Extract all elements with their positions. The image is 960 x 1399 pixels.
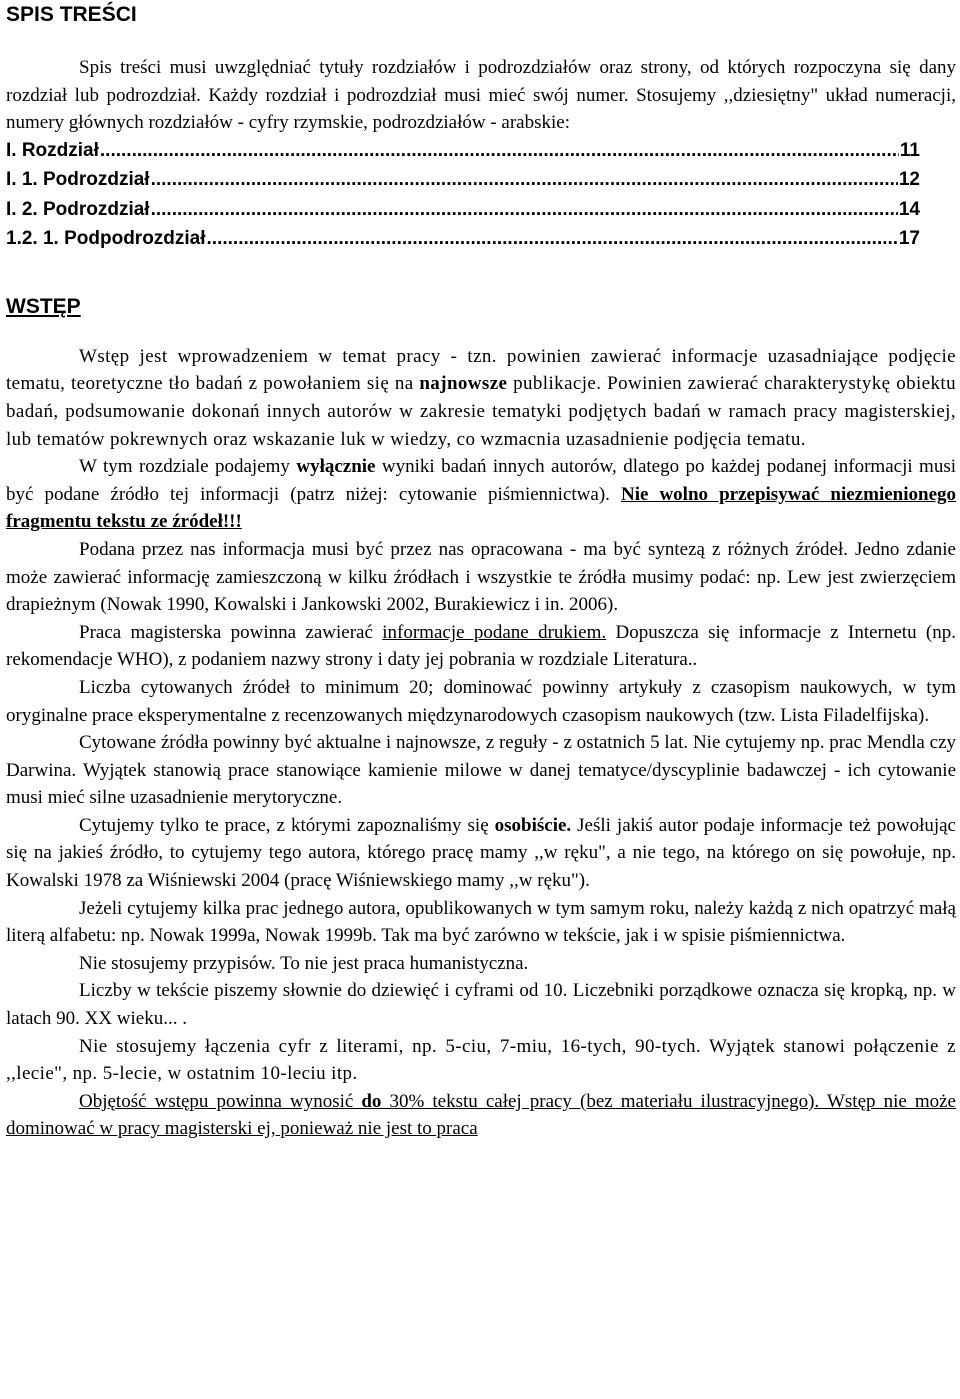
toc-list <box>6 137 956 255</box>
wstep-paragraph-2 <box>6 453 956 536</box>
toc-dot-leader <box>151 196 898 224</box>
wstep-p4-underlined: informacje podane drukiem. <box>382 621 607 643</box>
wstep-paragraph-3: Podana przez nas informacja musi być przez nas opracowana - ma być syntezą z różnych źródeł. Jedno zdanie może zawierać informację zamieszczoną w kilku źródłach i wszystkie te źródła musimy podać: np. Lew jest zwierzęciem drapieżnym (Nowak 1990, Kowalski i Jankowski 2002, Burakiewicz i in. 2006). <box>6 538 956 616</box>
wstep-body <box>6 343 956 1143</box>
wstep-p12-bold-do: do <box>361 1090 382 1112</box>
wstep-p2-text-a: W tym rozdziale podajemy <box>79 456 297 478</box>
wstep-paragraph-8: Jeżeli cytujemy kilka prac jednego autora, opublikowanych w tym samym roku, należy każdą z nich opatrzyć małą literą alfabetu: np. Nowak 1999a, Nowak 1999b. Tak ma być zarówno w tekście, jak i w spisie piśmiennictwa. <box>6 897 956 947</box>
wstep-p7-bold-osobiscie: osobiście. <box>494 814 572 836</box>
toc-dot-leader <box>207 225 898 253</box>
wstep-p2-bold-wylacznie: wyłącznie <box>296 456 376 478</box>
wstep-p12-text-a: Objętość wstępu powinna wynosić <box>79 1090 362 1112</box>
toc-entry-label: I. Rozdział <box>6 139 99 161</box>
toc-entry <box>6 196 920 226</box>
toc-entry-page: 11 <box>899 139 920 161</box>
wstep-paragraph-12 <box>6 1088 956 1143</box>
wstep-paragraph-1 <box>6 343 956 453</box>
wstep-p12-text-c: 30% tekstu całej pracy (bez materiału ilustracyjnego). Wstęp nie może dominować w pracy magisterski ej, ponieważ nie jest to praca <box>6 1090 956 1140</box>
wstep-paragraph-5: Liczba cytowanych źródeł to minimum 20; dominować powinny artykuły z czasopism naukowych, w tym oryginalne prace eksperymentalne z recenzowanych międzynarodowych czasopism naukowych (tzw. Lista Filadelfijska). <box>6 676 956 726</box>
wstep-paragraph-10: Liczby w tekście piszemy słownie do dziewięć i cyframi od 10. Liczebniki porządkowe oznacza się kropką, np. w latach 90. XX wieku... . <box>6 980 956 1030</box>
wstep-p4-text-c: Dopuszcza się informacje z Internetu (np. rekomendacje WHO), z podaniem nazwy strony i daty jej pobrania w rozdziale Literatura.. <box>6 621 956 671</box>
toc-entry <box>6 137 920 167</box>
spis-tresci-heading: SPIS TREŚCI <box>6 3 137 26</box>
toc-entry-label: I. 1. Podrozdział <box>6 169 150 191</box>
wstep-p1-bold-najnowsze: najnowsze <box>419 373 508 395</box>
wstep-paragraph-4 <box>6 619 956 674</box>
wstep-paragraph-11: Nie stosujemy łączenia cyfr z literami, np. 5-ciu, 7-miu, 16-tych, 90-tych. Wyjątek stanowi połączenie z ,,lecie", np. 5-lecie, w ostatnim 10-leciu itp. <box>6 1035 956 1085</box>
toc-dot-leader <box>151 166 898 194</box>
wstep-p1-text-c: publikacje. Powinien zawierać charakterystykę obiektu badań, podsumowanie dokonań innych autorów w zakresie tematyki podjętych badań w ramach pracy magisterskiej, lub tematów pokrewnych oraz wskazanie luk w wiedzy, co wzmacnia uzasadnienie podjęcia tematu. <box>6 373 956 450</box>
toc-entry-label: 1.2. 1. Podpodrozdział <box>6 228 206 250</box>
wstep-p7-text-a: Cytujemy tylko te prace, z którymi zapoznaliśmy się <box>79 814 495 836</box>
wstep-p2-text-c: wyniki badań innych autorów, dlatego po każdej podanej informacji musi być podane źródło tej informacji (patrz niżej: cytowanie piśmiennictwa). <box>6 456 956 505</box>
wstep-heading: WSTĘP <box>6 294 81 318</box>
wstep-paragraph-9: Nie stosujemy przypisów. To nie jest praca humanistyczna. <box>79 952 529 974</box>
wstep-paragraph-7 <box>6 812 956 895</box>
toc-entry-page: 14 <box>898 198 920 220</box>
spis-intro-paragraph: Spis treści musi uwzględniać tytuły rozdziałów i podrozdziałów oraz strony, od których rozpoczyna się dany rozdział lub podrozdział. Każdy rozdział i podrozdział musi mieć swój numer. Stosujemy ,,dziesiętny" układ numeracji, numery głównych rozdziałów - cyfry rzymskie, podrozdziałów - arabskie: <box>6 57 956 134</box>
toc-entry-page: 12 <box>898 169 920 191</box>
toc-entry-page: 17 <box>898 228 920 250</box>
wstep-p4-text-a: Praca magisterska powinna zawierać <box>79 621 383 643</box>
toc-entry <box>6 166 920 196</box>
wstep-p1-text-a: Wstęp jest wprowadzeniem w temat pracy - tzn. powinien zawierać informacje uzasadniające podjęcie tematu, teoretyczne tło badań z powołaniem się na <box>6 345 956 395</box>
wstep-p7-text-c: Jeśli jakiś autor podaje informacje też powołując się na jakieś źródło, to cytujemy tego autora, którego pracę mamy ,,w ręku", a nie tego, na którego on się powołuje, np. Kowalski 1978 za Wiśniewski 2004 (pracę Wiśniewskiego mamy ,,w ręku"). <box>6 814 956 892</box>
wstep-paragraph-6: Cytowane źródła powinny być aktualne i najnowsze, z reguły - z ostatnich 5 lat. Nie cytujemy np. prac Mendla czy Darwina. Wyjątek stanowią prace stanowiące kamienie milowe w danej tematyce/dyscyplinie badawczej - ich cytowanie musi mieć silne uzasadnienie merytoryczne. <box>6 732 956 809</box>
toc-entry <box>6 225 920 255</box>
wstep-p2-warning: Nie wolno przepisywać niezmienionego fragmentu tekstu ze źródeł!!! <box>6 483 957 533</box>
toc-dot-leader <box>100 137 899 165</box>
toc-entry-label: I. 2. Podrozdział <box>6 198 150 220</box>
